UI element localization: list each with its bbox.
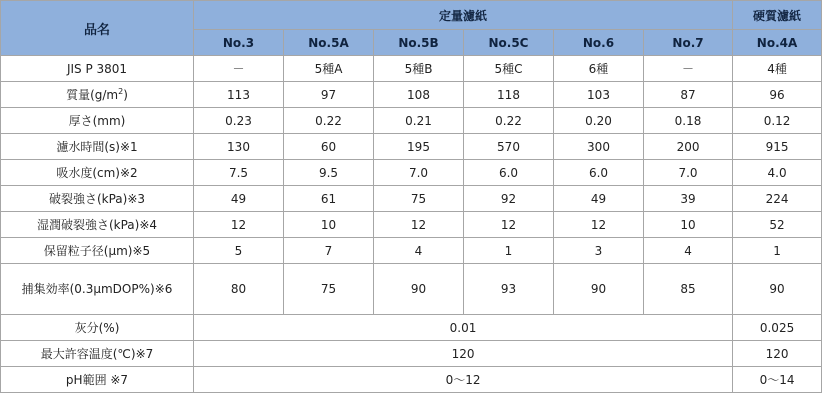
table-row — [1, 238, 822, 264]
table-cell: 4種 — [733, 56, 822, 82]
table-cell: 90 — [733, 264, 822, 315]
table-cell: 6.0 — [554, 160, 644, 186]
table-cell: 75 — [284, 264, 374, 315]
table-row — [1, 212, 822, 238]
table-cell: 90 — [554, 264, 644, 315]
table-cell: 7.5 — [194, 160, 284, 186]
table-cell: 130 — [194, 134, 284, 160]
row-label: 最大許容温度(℃)※7 — [1, 341, 194, 367]
table-cell: 0.23 — [194, 108, 284, 134]
row-label: 湿潤破裂強さ(kPa)※4 — [1, 212, 194, 238]
table-cell: 7 — [284, 238, 374, 264]
table-cell-hardened: 0～14 — [733, 367, 822, 393]
header-row-groups — [1, 1, 822, 30]
table-cell: 93 — [464, 264, 554, 315]
table-cell: 90 — [374, 264, 464, 315]
table-cell: 6種 — [554, 56, 644, 82]
grade-header: No.6 — [554, 30, 644, 56]
table-cell: 1 — [733, 238, 822, 264]
hardened-filter-paper-header: 硬質濾紙 — [733, 1, 822, 30]
table-cell: 10 — [644, 212, 733, 238]
table-row — [1, 341, 822, 367]
table-cell: 49 — [554, 186, 644, 212]
row-label: 保留粒子径(μm)※5 — [1, 238, 194, 264]
table-cell: 0.12 — [733, 108, 822, 134]
table-row — [1, 186, 822, 212]
table-cell-hardened: 120 — [733, 341, 822, 367]
table-cell: 3 — [554, 238, 644, 264]
row-label: 質量$(g/m^2)$ — [1, 82, 194, 108]
table-cell: 200 — [644, 134, 733, 160]
table-cell: 12 — [194, 212, 284, 238]
table-cell: 915 — [733, 134, 822, 160]
merged-cell-quantitative: 0.01 — [194, 315, 733, 341]
table-cell: － — [194, 56, 284, 82]
grade-header: No.5B — [374, 30, 464, 56]
table-row — [1, 134, 822, 160]
table-cell: 0.21 — [374, 108, 464, 134]
table-cell: 12 — [464, 212, 554, 238]
merged-cell-quantitative: 120 — [194, 341, 733, 367]
table-cell: 10 — [284, 212, 374, 238]
table-cell: 1 — [464, 238, 554, 264]
table-row — [1, 315, 822, 341]
table-cell: 113 — [194, 82, 284, 108]
product-name-header: 品名 — [1, 1, 194, 56]
table-cell: 9.5 — [284, 160, 374, 186]
table-cell: 5種C — [464, 56, 554, 82]
grade-header: No.7 — [644, 30, 733, 56]
table-cell: 0.22 — [284, 108, 374, 134]
table-cell: 52 — [733, 212, 822, 238]
grade-header: No.5C — [464, 30, 554, 56]
table-cell: 49 — [194, 186, 284, 212]
row-label: 破裂強さ(kPa)※3 — [1, 186, 194, 212]
table-cell: 7.0 — [644, 160, 733, 186]
table-cell: 12 — [374, 212, 464, 238]
spec-table-body — [1, 56, 822, 393]
table-cell: 0.22 — [464, 108, 554, 134]
table-cell: 0.18 — [644, 108, 733, 134]
row-label: 濾水時間(s)※1 — [1, 134, 194, 160]
table-cell: 75 — [374, 186, 464, 212]
table-row — [1, 160, 822, 186]
table-cell: 97 — [284, 82, 374, 108]
table-cell: 300 — [554, 134, 644, 160]
table-row — [1, 367, 822, 393]
table-cell: 6.0 — [464, 160, 554, 186]
table-cell: 96 — [733, 82, 822, 108]
table-cell: 0.20 — [554, 108, 644, 134]
table-cell: 60 — [284, 134, 374, 160]
table-cell: 7.0 — [374, 160, 464, 186]
quantitative-filter-paper-header: 定量濾紙 — [194, 1, 733, 30]
table-cell: 4 — [644, 238, 733, 264]
table-cell: 80 — [194, 264, 284, 315]
superscript-two: 2 — [118, 86, 124, 96]
row-label: 厚さ(mm) — [1, 108, 194, 134]
table-cell: 108 — [374, 82, 464, 108]
table-cell: 570 — [464, 134, 554, 160]
row-label: JIS P 3801 — [1, 56, 194, 82]
table-cell: 87 — [644, 82, 733, 108]
table-cell: 118 — [464, 82, 554, 108]
table-cell: 39 — [644, 186, 733, 212]
table-cell: 103 — [554, 82, 644, 108]
row-label: pH範囲 ※7 — [1, 367, 194, 393]
table-cell: 4.0 — [733, 160, 822, 186]
table-cell: 4 — [374, 238, 464, 264]
table-cell: 12 — [554, 212, 644, 238]
grade-header: No.4A — [733, 30, 822, 56]
table-row — [1, 82, 822, 108]
row-label: 灰分(%) — [1, 315, 194, 341]
merged-cell-quantitative: 0～12 — [194, 367, 733, 393]
row-label: 吸水度(cm)※2 — [1, 160, 194, 186]
table-row — [1, 56, 822, 82]
table-cell-hardened: 0.025 — [733, 315, 822, 341]
grade-header: No.3 — [194, 30, 284, 56]
table-cell: 5種B — [374, 56, 464, 82]
grade-header: No.5A — [284, 30, 374, 56]
table-row — [1, 264, 822, 315]
row-label: 捕集効率(0.3μmDOP%)※6 — [1, 264, 194, 315]
table-cell: 92 — [464, 186, 554, 212]
table-cell: － — [644, 56, 733, 82]
table-cell: 61 — [284, 186, 374, 212]
table-row — [1, 108, 822, 134]
table-cell: 85 — [644, 264, 733, 315]
table-cell: 195 — [374, 134, 464, 160]
table-cell: 5種A — [284, 56, 374, 82]
table-cell: 5 — [194, 238, 284, 264]
table-cell: 224 — [733, 186, 822, 212]
